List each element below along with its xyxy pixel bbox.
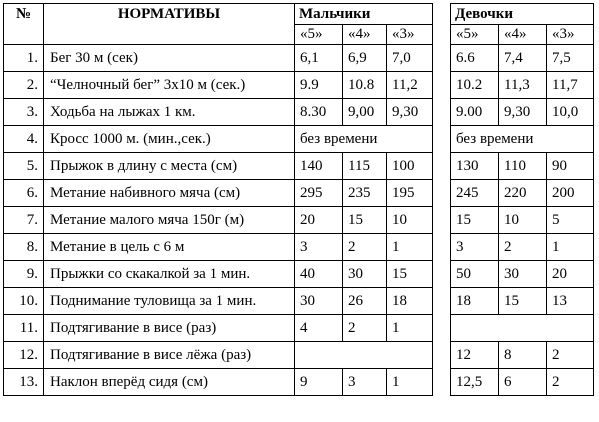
header-row	[4, 4, 594, 25]
table-row	[4, 72, 594, 99]
row-exercise-name: Подтягивание в висе (раз)	[44, 315, 295, 342]
boys-value-4: 235	[343, 180, 387, 207]
boys-mark-4: «4»	[343, 25, 387, 45]
boys-values: без времени	[295, 126, 433, 153]
girls-value-3: 11,7	[547, 72, 594, 99]
column-gap	[433, 207, 451, 234]
girls-mark-4: «4»	[499, 25, 547, 45]
girls-value-5: 6.6	[451, 45, 499, 72]
girls-value-4: 30	[499, 261, 547, 288]
row-exercise-name: Прыжок в длину с места (см)	[44, 153, 295, 180]
boys-value-3: 9,30	[387, 99, 433, 126]
boys-value-3: 10	[387, 207, 433, 234]
row-number: 8.	[4, 234, 44, 261]
boys-value-4: 30	[343, 261, 387, 288]
girls-value-4: 220	[499, 180, 547, 207]
boys-value-5: 30	[295, 288, 343, 315]
table-row	[4, 234, 594, 261]
table-row	[4, 207, 594, 234]
boys-mark-5: «5»	[295, 25, 343, 45]
column-gap	[433, 126, 451, 153]
girls-mark-3: «3»	[547, 25, 594, 45]
table-row	[4, 180, 594, 207]
row-exercise-name: Метание малого мяча 150г (м)	[44, 207, 295, 234]
row-number: 3.	[4, 99, 44, 126]
boys-value-5: 140	[295, 153, 343, 180]
boys-value-5: 6,1	[295, 45, 343, 72]
girls-value-4: 9,30	[499, 99, 547, 126]
column-gap	[433, 99, 451, 126]
column-gap	[433, 315, 451, 342]
girls-value-3: 13	[547, 288, 594, 315]
girls-value-3: 200	[547, 180, 594, 207]
table-row	[4, 288, 594, 315]
header-girls: Девочки	[451, 4, 594, 25]
boys-value-3: 11,2	[387, 72, 433, 99]
girls-value-5: 12,5	[451, 369, 499, 396]
girls-value-3: 2	[547, 369, 594, 396]
column-gap	[433, 288, 451, 315]
column-gap	[433, 369, 451, 396]
row-number: 13.	[4, 369, 44, 396]
girls-value-5: 3	[451, 234, 499, 261]
header-standards: НОРМАТИВЫ	[44, 4, 295, 45]
boys-value-3: 195	[387, 180, 433, 207]
row-number: 5.	[4, 153, 44, 180]
row-exercise-name: Ходьба на лыжах 1 км.	[44, 99, 295, 126]
boys-mark-3: «3»	[387, 25, 433, 45]
boys-value-4: 2	[343, 234, 387, 261]
row-exercise-name: Прыжки со скакалкой за 1 мин.	[44, 261, 295, 288]
table-row	[4, 342, 594, 369]
boys-value-5: 3	[295, 234, 343, 261]
column-gap	[433, 261, 451, 288]
row-exercise-name: Наклон вперёд сидя (см)	[44, 369, 295, 396]
row-exercise-name: Метание в цель с 6 м	[44, 234, 295, 261]
row-number: 11.	[4, 315, 44, 342]
girls-value-5: 18	[451, 288, 499, 315]
standards-document	[3, 3, 594, 396]
girls-value-4: 2	[499, 234, 547, 261]
girls-value-3: 5	[547, 207, 594, 234]
boys-value-4: 115	[343, 153, 387, 180]
row-number: 7.	[4, 207, 44, 234]
table-row	[4, 261, 594, 288]
girls-value-3: 2	[547, 342, 594, 369]
table-row	[4, 45, 594, 72]
table-row	[4, 99, 594, 126]
boys-value-3: 1	[387, 369, 433, 396]
table-row	[4, 369, 594, 396]
column-gap	[433, 342, 451, 369]
girls-value-5: 10.2	[451, 72, 499, 99]
girls-value-4: 10	[499, 207, 547, 234]
boys-value-3: 7,0	[387, 45, 433, 72]
boys-value-5: 9.9	[295, 72, 343, 99]
row-number: 10.	[4, 288, 44, 315]
row-number: 4.	[4, 126, 44, 153]
boys-value-5: 20	[295, 207, 343, 234]
row-exercise-name: “Челночный бег” 3х10 м (сек.)	[44, 72, 295, 99]
girls-value-3: 7,5	[547, 45, 594, 72]
row-exercise-name: Бег 30 м (сек)	[44, 45, 295, 72]
girls-value-4: 11,3	[499, 72, 547, 99]
girls-value-4: 7,4	[499, 45, 547, 72]
boys-value-4: 26	[343, 288, 387, 315]
boys-value-5: 8.30	[295, 99, 343, 126]
boys-value-3: 1	[387, 234, 433, 261]
column-gap	[433, 234, 451, 261]
girls-value-4: 110	[499, 153, 547, 180]
girls-value-5: 50	[451, 261, 499, 288]
girls-value-3: 20	[547, 261, 594, 288]
boys-value-5: 295	[295, 180, 343, 207]
row-number: 12.	[4, 342, 44, 369]
boys-value-5: 4	[295, 315, 343, 342]
column-gap	[433, 4, 451, 45]
girls-mark-5: «5»	[451, 25, 499, 45]
row-number: 1.	[4, 45, 44, 72]
boys-value-4: 3	[343, 369, 387, 396]
girls-value-5: 15	[451, 207, 499, 234]
column-gap	[433, 72, 451, 99]
table-row	[4, 126, 594, 153]
boys-value-3: 1	[387, 315, 433, 342]
column-gap	[433, 180, 451, 207]
boys-value-3: 18	[387, 288, 433, 315]
girls-value-4: 6	[499, 369, 547, 396]
row-exercise-name: Метание набивного мяча (см)	[44, 180, 295, 207]
boys-value-4: 15	[343, 207, 387, 234]
row-number: 6.	[4, 180, 44, 207]
girls-values-empty	[451, 315, 594, 342]
boys-value-3: 15	[387, 261, 433, 288]
row-exercise-name: Подтягивание в висе лёжа (раз)	[44, 342, 295, 369]
header-number: №	[4, 4, 44, 45]
boys-value-4: 2	[343, 315, 387, 342]
girls-value-5: 9.00	[451, 99, 499, 126]
row-number: 9.	[4, 261, 44, 288]
girls-value-5: 12	[451, 342, 499, 369]
column-gap	[433, 153, 451, 180]
row-exercise-name: Поднимание туловища за 1 мин.	[44, 288, 295, 315]
girls-value-5: 245	[451, 180, 499, 207]
boys-value-5: 9	[295, 369, 343, 396]
boys-value-4: 9,00	[343, 99, 387, 126]
table-row	[4, 315, 594, 342]
boys-value-3: 100	[387, 153, 433, 180]
header-boys: Мальчики	[295, 4, 433, 25]
boys-value-4: 10.8	[343, 72, 387, 99]
girls-value-5: 130	[451, 153, 499, 180]
column-gap	[433, 45, 451, 72]
girls-value-3: 10,0	[547, 99, 594, 126]
boys-value-5: 40	[295, 261, 343, 288]
girls-value-4: 8	[499, 342, 547, 369]
girls-value-4: 15	[499, 288, 547, 315]
girls-value-3: 1	[547, 234, 594, 261]
standards-body	[4, 45, 594, 396]
row-number: 2.	[4, 72, 44, 99]
girls-values: без времени	[451, 126, 594, 153]
standards-table	[3, 3, 594, 396]
row-exercise-name: Кросс 1000 м. (мин.,сек.)	[44, 126, 295, 153]
table-row	[4, 153, 594, 180]
boys-value-4: 6,9	[343, 45, 387, 72]
girls-value-3: 90	[547, 153, 594, 180]
boys-values-empty	[295, 342, 433, 369]
